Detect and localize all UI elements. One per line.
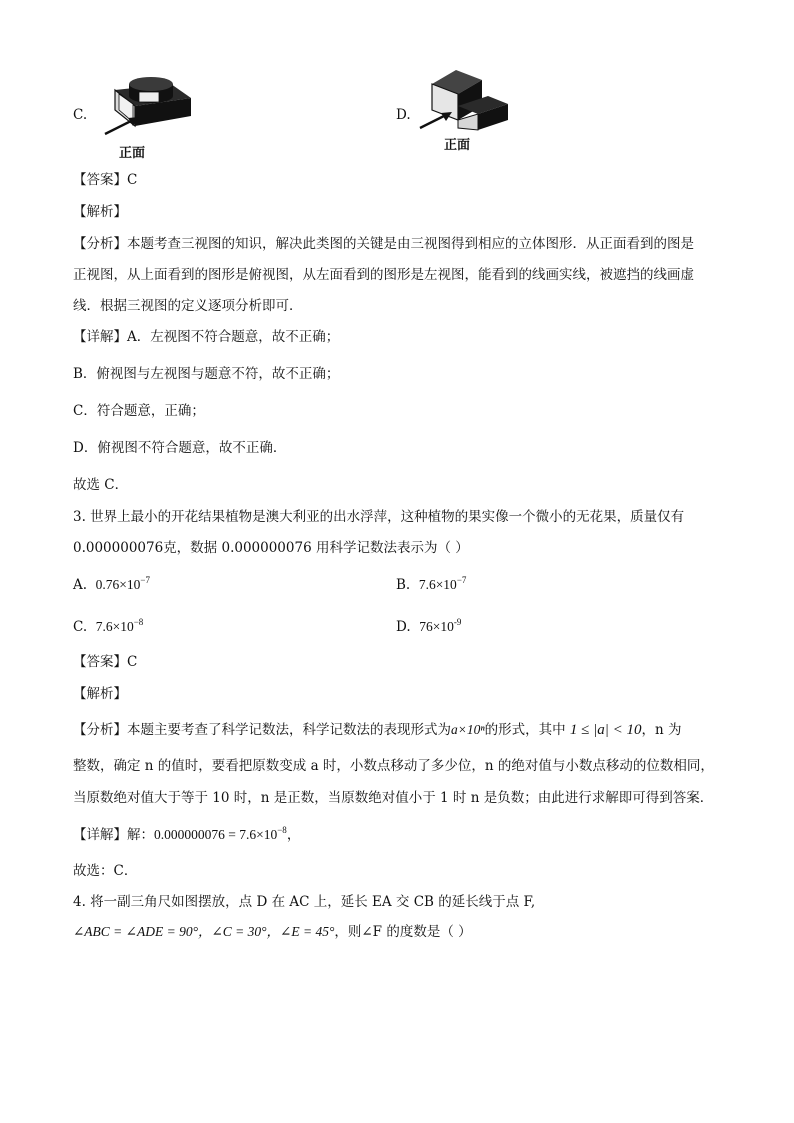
q3-answer: 【答案】C xyxy=(73,654,138,670)
q3-option-b-label: B. xyxy=(396,577,411,593)
option-c-figure xyxy=(73,72,203,164)
q3-option-c-label: C. xyxy=(73,619,88,635)
q3-detail-exponent: −8 xyxy=(277,825,287,835)
q3-analysis-line-2: 整数，确定 n 的值时，要看把原数变成 a 时，小数点移动了多少位，n 的绝对值与小数点移动的位数相同， xyxy=(73,758,714,774)
q3-stem-line-1: 3. 世界上最小的开花结果植物是澳大利亚的出水浮萍，这种植物的果实像一个微小的无花果，质量仅有 xyxy=(73,509,685,525)
q2-detail-a: 【详解】A．左视图不符合题意，故不正确； xyxy=(73,329,340,345)
q3-option-b xyxy=(396,575,466,595)
q2-detail-d: D．俯视图不符合题意，故不正确． xyxy=(73,440,287,456)
q3-stem-line-2: 0.000000076克，数据 0.000000076 用科学记数法表示为（ ） xyxy=(73,540,469,556)
q3-detail-suffix: ， xyxy=(286,827,301,843)
q3-detail-expression: 0.000000076 = 7.6×10 xyxy=(154,827,278,842)
q3-option-a-base: 0.76×10 xyxy=(95,577,141,592)
q4-question-text: ，则∠F 的度数是（ ） xyxy=(334,924,472,940)
q3-option-b-exponent: −7 xyxy=(456,575,467,585)
q3-jiexi-heading: 【解析】 xyxy=(73,686,127,702)
q3-option-a-exponent: −7 xyxy=(140,575,150,585)
q3-analysis-line-3: 当原数绝对值大于等于 10 时，n 是正数，当原数绝对值小于 1 时 n 是负数；由此进行求解即可得到答案． xyxy=(73,790,714,806)
q3-analysis-line-1 xyxy=(73,720,682,740)
q2-jiexi-heading: 【解析】 xyxy=(73,204,127,220)
q3-analysis-inequality: 1 ≤ |a| < 10 xyxy=(569,722,642,738)
q3-option-c-exponent: −8 xyxy=(133,617,144,627)
q3-analysis-line-1-text-b: 的形式，其中 xyxy=(484,722,566,738)
q3-analysis-formula: a×10ⁿ xyxy=(451,722,485,737)
q3-option-a xyxy=(73,575,150,595)
q2-detail-b: B．俯视图与左视图与题意不符，故不正确； xyxy=(73,366,340,382)
q3-option-d xyxy=(396,617,461,637)
q3-analysis-line-1-text-a: 【分析】本题主要考查了科学记数法，科学记数法的表现形式为 xyxy=(73,722,451,738)
q3-option-b-base: 7.6×10 xyxy=(418,577,457,592)
q4-conditions: ∠ABC = ∠ADE = 90°，∠C = 30°，∠E = 45° xyxy=(73,924,335,939)
q3-option-d-exponent: -9 xyxy=(453,617,462,627)
front-view-label-c: 正面 xyxy=(119,146,146,161)
option-d-letter: D. xyxy=(396,107,411,123)
q3-choose: 故选：C． xyxy=(73,863,138,879)
q3-option-a-label: A. xyxy=(73,577,88,593)
q3-option-d-base: 76×10 xyxy=(419,619,454,634)
q4-stem-line-2 xyxy=(73,922,472,942)
q3-detail-prefix: 【详解】解： xyxy=(73,827,154,843)
q4-stem-line-1: 4. 将一副三角尺如图摆放，点 D 在 AC 上，延长 EA 交 CB 的延长线于点 F, xyxy=(73,894,536,910)
q3-option-c-base: 7.6×10 xyxy=(95,619,134,634)
q3-analysis-line-1-text-c: ，n 为 xyxy=(641,722,682,738)
q2-analysis-line-2: 正视图，从上面看到的图形是俯视图，从左面看到的图形是左视图，能看到的线画实线，被遮挡的线画虚 xyxy=(73,267,694,283)
q2-analysis-line-3: 线．根据三视图的定义逐项分析即可． xyxy=(73,298,303,314)
q2-analysis-line-1: 【分析】本题考查三视图的知识，解决此类图的关键是由三视图得到相应的立体图形．从正面看到的图是 xyxy=(73,236,694,252)
q2-choose: 故选 C． xyxy=(73,477,129,493)
q2-detail-c: C．符合题意，正确； xyxy=(73,403,205,419)
q3-option-d-label: D. xyxy=(396,619,411,635)
q3-option-c xyxy=(73,617,143,637)
front-view-label-d: 正面 xyxy=(444,138,471,153)
q2-answer: 【答案】C xyxy=(73,172,138,188)
option-d-figure xyxy=(396,62,526,154)
q3-detail xyxy=(73,825,300,845)
option-c-letter: C. xyxy=(73,107,88,123)
